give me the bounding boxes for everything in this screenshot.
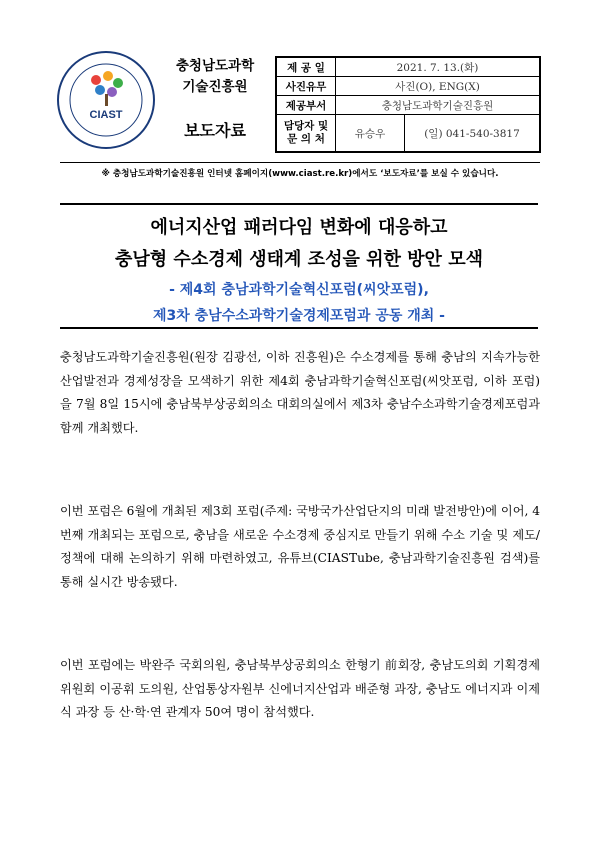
press-release-label: 보도자료: [184, 121, 246, 140]
body-paragraph: 이번 포럼은 6월에 개최된 제3회 포럼(주제: 국방국가산업단지의 미래 발전방안)에 이어, 4번째 개최되는 포럼으로, 충남을 새로운 수소경제 중심지로 만들기 위해 수소 기술 및 제도/정책에 대해 논의하기 위해 마련하였고, 유튜브(CIASTube, 충남과학기술진흥원 검색)를 통해 실시간 방송됐다.: [60, 504, 540, 589]
info-value: 2021. 7. 13.(화): [336, 57, 541, 77]
org-name-line1: 충청남도과학: [175, 58, 255, 74]
info-key: 담당자 및 문 의 처: [276, 115, 336, 153]
ciast-logo: [56, 50, 156, 150]
info-row-date: [276, 57, 540, 77]
headline-line1: 에너지산업 패러다임 변화에 대응하고: [150, 217, 448, 238]
org-name-line2: 기술진흥원: [182, 79, 248, 95]
info-row-dept: [276, 96, 540, 115]
body-paragraph: 이번 포럼에는 박완주 국회의원, 충남북부상공회의소 한형기 前회장, 충남도의회 기획경제위원회 이공휘 도의원, 산업통상자원부 신에너지산업과 배준형 과장, 충남도 에너지과 이제식 과장 등 산·학·연 관계자 50여 명이 참석했다.: [60, 658, 540, 719]
info-row-photo: [276, 77, 540, 96]
info-key: 사진유무: [276, 77, 336, 96]
subheadline-line2: 제3차 충남수소과학기술경제포럼과 공동 개최 -: [152, 308, 445, 324]
homepage-notice: ※ 충청남도과학기술진흥원 인터넷 홈페이지(www.ciast.re.kr)에서도 ‘보도자료’를 보실 수 있습니다.: [60, 162, 540, 179]
headline-line2: 충남형 수소경제 생태계 조성을 위한 방안 모색: [115, 249, 483, 270]
info-value: 사진(O), ENG(X): [336, 77, 541, 96]
info-row-contact: [276, 115, 540, 153]
info-table: [275, 56, 541, 153]
headline-box: [60, 203, 538, 329]
info-key: 제공부서: [276, 96, 336, 115]
contact-phone: (일) 041-540-3817: [405, 115, 541, 153]
info-value: 충청남도과학기술진흥원: [336, 96, 541, 115]
body-paragraph: 충청남도과학기술진흥원(원장 김광선, 이하 진흥원)은 수소경제를 통해 충남의 지속가능한 산업발전과 경제성장을 모색하기 위한 제4회 충남과학기술혁신포럼(씨앗포럼, 이하 포럼)을 7월 8일 15시에 충남북부상공회의소 대회의실에서 제3차 충남수소과학기술경제포럼과 함께 개최했다.: [60, 350, 540, 435]
org-name: [165, 56, 265, 98]
contact-name: 유승우: [336, 115, 405, 153]
logo-wordmark: CIAST: [89, 109, 123, 121]
subheadline-line1: - 제4회 충남과학기술혁신포럼(씨앗포럼),: [169, 282, 429, 298]
info-key: 제 공 일: [276, 57, 336, 77]
